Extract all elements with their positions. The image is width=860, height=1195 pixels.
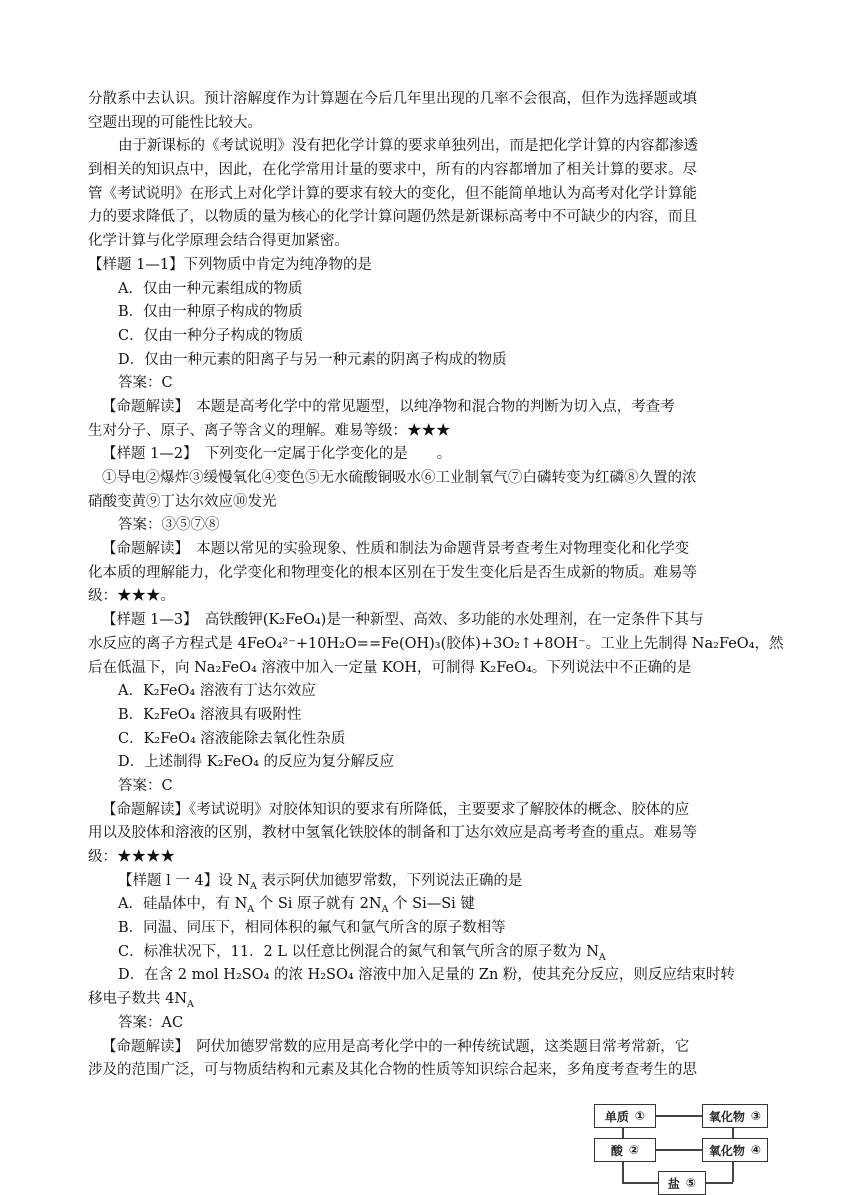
connector-line [704,1182,733,1184]
option-line: C．K₂FeO₄ 溶液能除去氧化性杂质 [118,730,346,747]
commentary-line: 【命题解读】 本题以常见的实验现象、性质和制法为命题背景考查考生对物理变化和化学变 [102,541,690,558]
commentary-line: 化本质的理解能力，化学变化和物理变化的根本区别在于发生变化后是否生成新的物质。难易等 [88,564,697,581]
commentary-line: 用以及胶体和溶液的区别，教材中氢氧化铁胶体的制备和丁达尔效应是高考考查的重点。难易等 [88,825,697,842]
answer-line: 答案：AC [118,1014,184,1031]
box-label: 酸 [610,1143,623,1158]
box-number: ② [628,1143,640,1157]
option-line: D．仅由一种元素的阳离子与另一种元素的阴离子构成的物质 [118,351,507,368]
box-label: 盐 [667,1176,680,1191]
question-title: 【样题 l 一 4】设 $N_A$ 表示阿伏加德罗常数，下列说法正确的是 [118,872,523,892]
option-line: 移电子数共 $4N_A$ [88,991,194,1011]
connector-line [622,1160,624,1182]
box-label: 单质 [604,1109,629,1124]
box-label: 氧化物 [708,1143,745,1158]
text-line: 硝酸变黄⑨丁达尔效应⑩发光 [88,493,277,510]
text-line: ①导电②爆炸③缓慢氧化④变色⑤无水硫酸铜吸水⑥工业制氧气⑦白磷转变为红磷⑧久置的浓 [102,470,697,486]
commentary-line: 生对分子、原子、离子等含义的理解。难易等级：★★★ [88,422,451,439]
text-line: 力的要求降低了，以物质的量为核心的化学计算问题仍然是新课标高考中不可缺少的内容，而且 [88,209,697,226]
option-line: C．标准状况下，11．2 L 以任意比例混合的氮气和氧气所含的原子数为 $N_A$ [118,943,606,963]
text-line: 后在低温下，向 Na₂FeO₄ 溶液中加入一定量 KOH，可制得 K₂FeO₄。下列说法中不正确的是 [88,659,692,676]
box-number: ① [634,1109,646,1123]
commentary-line: 【命题解读】《考试说明》对胶体知识的要求有所降低，主要要求了解胶体的概念、胶体的应 [102,801,690,818]
box-acid [594,1138,656,1162]
option-line: A．仅由一种元素组成的物质 [118,280,303,297]
option-line: A．硅晶体中，有 $N_A$ 个 Si 原子就有 $2N_A$ 个 Si—Si 键 [118,896,475,916]
option-line: D．上述制得 K₂FeO₄ 的反应为复分解反应 [118,754,395,771]
box-number: ③ [750,1109,762,1123]
option-line: B．仅由一种原子构成的物质 [118,304,303,321]
option-line: D．在含 2 mol H₂SO₄ 的浓 H₂SO₄ 溶液中加入足量的 Zn 粉，使其充分反应，则反应结束时转 [118,967,735,984]
option-line: B．同温、同压下，相同体积的氟气和氩气所含的原子数相等 [118,920,506,937]
commentary-line: 级：★★★★ [88,849,175,865]
substance-relation-diagram [592,1104,770,1193]
option-line: B．K₂FeO₄ 溶液具有吸附性 [118,706,302,723]
option-line: C．仅由一种分子构成的物质 [118,327,304,344]
box-number: ④ [750,1143,762,1157]
commentary-line: 【命题解读】 阿伏加德罗常数的应用是高考化学中的一种传统试题，这类题目常考常新，它 [102,1038,690,1055]
text-line: 到相关的知识点中，因此，在化学常用计量的要求中，所有的内容都增加了相关计算的要求。尽 [88,162,697,179]
connector-line [732,1160,734,1182]
commentary-line: 级：★★★。 [88,588,175,605]
document-body [88,88,784,1083]
box-salt [658,1171,706,1195]
text-line: 管《考试说明》在形式上对化学计算的要求有较大的变化，但不能简单地认为高考对化学计算能 [88,185,697,202]
commentary-line: 涉及的范围广泛，可与物质结构和元素及其化合物的性质等知识综合起来，多角度考查考生的思 [88,1062,697,1079]
box-number: ⑤ [685,1176,697,1190]
question-title: 【样题 1—1】下列物质中肯定为纯净物的是 [88,256,373,273]
box-elemental-substance [594,1104,656,1128]
question-title: 【样题 1—3】 高铁酸钾(K₂FeO₄)是一种新型、高效、多功能的水处理剂，在一定条件下其与 [102,612,704,629]
box-oxide-top [702,1104,768,1128]
box-oxide-bottom [702,1138,768,1162]
text-line: 分散系中去认识。预计溶解度作为计算题在今后几年里出现的几率不会很高，但作为选择题或填 [88,91,697,107]
text-line: 由于新课标的《考试说明》没有把化学计算的要求单独列出，而是把化学计算的内容都渗透 [118,138,698,155]
text-line: 空题出现的可能性比较大。 [88,114,262,131]
answer-line: 答案：C [118,375,173,392]
answer-line: 答案：C [118,777,173,794]
commentary-line: 【命题解读】 本题是高考化学中的常见题型，以纯净物和混合物的判断为切入点，考查考 [102,398,675,415]
box-label: 氧化物 [708,1109,745,1124]
answer-line: 答案：③⑤⑦⑧ [118,517,220,534]
connector-line [622,1182,658,1184]
question-title: 【样题 1—2】 下列变化一定属于化学变化的是 。 [102,446,452,463]
option-line: A．K₂FeO₄ 溶液有丁达尔效应 [118,683,316,700]
text-line: 化学计算与化学原理会结合得更加紧密。 [88,233,349,250]
connector-line [654,1149,702,1151]
text-line: 水反应的离子方程式是 4FeO₄²⁻+10H₂O==Fe(OH)₃(胶体)+3O₂↑+8OH⁻。工业上先制得 Na₂FeO₄，然 [88,635,784,652]
connector-line [654,1115,702,1117]
